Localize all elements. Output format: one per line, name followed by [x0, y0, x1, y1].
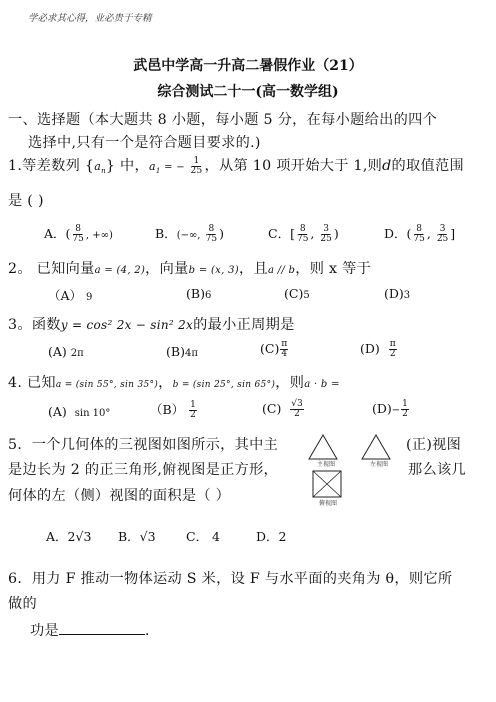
- q2-option-c[interactable]: (C)5: [284, 286, 310, 301]
- side-view-triangle: [362, 435, 390, 459]
- page-title: 武邑中学高一升高二暑假作业（21）: [133, 58, 363, 74]
- q4-option-a[interactable]: (A) sin 10°: [48, 404, 111, 419]
- q5-option-d[interactable]: D．2: [256, 529, 287, 544]
- q5-option-a[interactable]: A．2√3: [46, 529, 92, 544]
- q4-option-b[interactable]: （B） $\frac{1}{2}$: [150, 400, 196, 420]
- section-heading: 一、选择题（本大题共 8 小题，每小题 5 分，在每小题给出的四个: [8, 112, 438, 128]
- answer-blank[interactable]: [59, 622, 145, 635]
- question-1-cont: 是 ( ): [8, 193, 44, 209]
- q1-option-a[interactable]: A．( $\frac{8}{75}$ , +∞): [44, 224, 113, 244]
- q1-option-d[interactable]: D．( $\frac{8}{75}$ , $\frac{3}{25}$ ]: [384, 224, 456, 244]
- section-heading-cont: 选择中,只有一个是符合题目要求的.): [28, 135, 261, 151]
- q2-option-b[interactable]: (B)6: [186, 286, 212, 301]
- q4-option-c[interactable]: (C) $\frac{√3}{2}$: [262, 399, 303, 419]
- top-view-label: 俯视图: [319, 500, 338, 507]
- three-view-diagram: [307, 433, 403, 507]
- question-4: 4. 已知a = (sin 55°, sin 35°)，b = (sin 25°, sin 65°)，则a · b =: [8, 375, 340, 391]
- q5-option-b[interactable]: B．√3: [118, 529, 156, 544]
- question-5-line-2: 是边长为 2 的正三角形,俯视图是正方形，: [8, 462, 279, 478]
- q3-option-b[interactable]: (B)4π: [166, 344, 198, 359]
- q4-option-d[interactable]: (D)− $\frac{1}{2}$: [372, 399, 408, 419]
- front-view-triangle: [309, 435, 337, 459]
- question-5-line-3: 何体的左（侧）视图的面积是（ ）: [8, 488, 231, 504]
- question-6: 6．用力 F 推动一物体运动 S 米，设 F 与水平面的夹角为 θ，则它所: [8, 571, 453, 587]
- question-5: 5．一个几何体的三视图如图所示，其中主: [8, 437, 279, 453]
- question-5-right-1: (正)视图: [406, 437, 462, 453]
- q1-option-c[interactable]: C．[ $\frac{8}{75}$ , $\frac{3}{25}$ ): [268, 224, 339, 244]
- question-6-line-2: 做的: [8, 596, 37, 612]
- q2-option-d[interactable]: (D)3: [384, 286, 411, 301]
- three-view-figure: [307, 433, 403, 507]
- q5-option-c[interactable]: C． 4: [186, 529, 220, 544]
- top-note: 学必求其心得，业必贵于专精: [28, 13, 152, 24]
- question-6-line-3: 功是 ．: [30, 623, 160, 639]
- q1-option-b[interactable]: B．(−∞, $\frac{8}{75}$ ): [155, 224, 224, 244]
- question-3: 3。函数y = cos² 2x − sin² 2x的最小正周期是: [8, 317, 295, 333]
- q3-option-d[interactable]: (D) $\frac{\pi}{2}$: [360, 339, 396, 359]
- q3-option-a[interactable]: (A) 2π: [48, 344, 84, 359]
- q3-option-c[interactable]: (C) $\frac{\pi}{4}$: [260, 339, 288, 359]
- question-5-right-2: 那么该几: [408, 462, 466, 478]
- question-2: 2。 已知向量a = (4, 2)，向量b = (x, 3)，且a // b，则 x 等于: [8, 261, 372, 277]
- side-view-label: 左视图: [370, 461, 389, 468]
- page-subtitle: 综合测试二十一(高一数学组): [157, 84, 339, 100]
- question-1: 1.等差数列 $\{a_n\}$ 中，$a_1$ = − $\frac{1}{25}$ ，从第 10 项开始大于 1,则d的取值范围: [8, 155, 464, 176]
- front-view-label: 主视图: [317, 461, 336, 468]
- q2-option-a[interactable]: （A） 9: [48, 288, 93, 303]
